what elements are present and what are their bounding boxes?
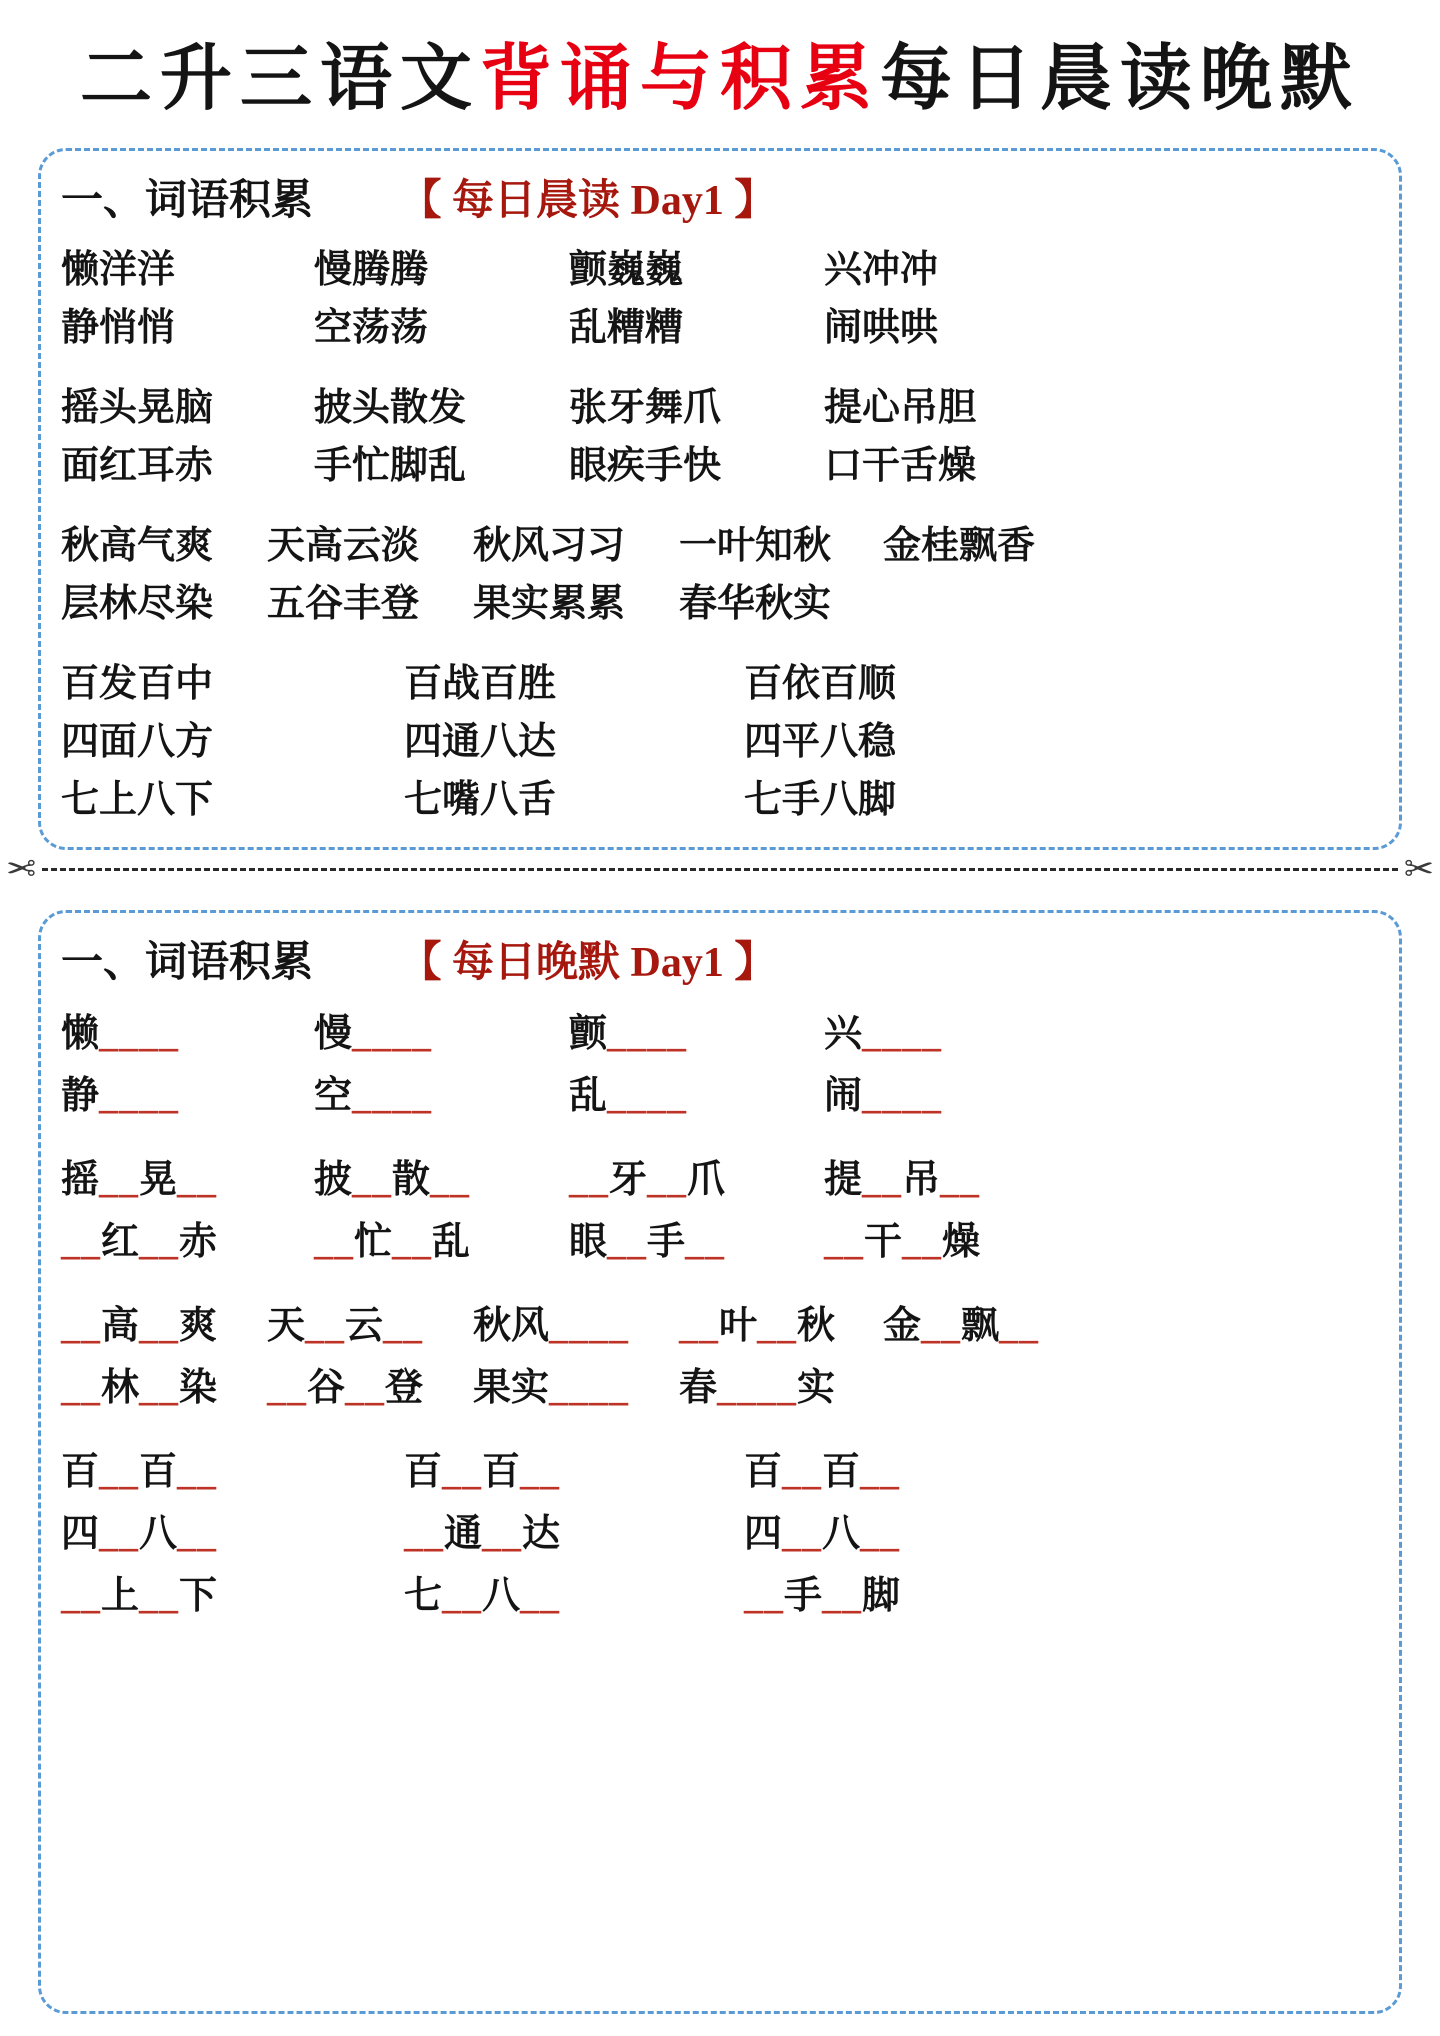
fill-blank-cell: __谷__登 bbox=[267, 1367, 424, 1409]
blank-underline: __ bbox=[921, 1305, 962, 1347]
word-row bbox=[61, 655, 1381, 713]
fill-blank-cell: __叶__秋 bbox=[679, 1305, 836, 1347]
word-cell: 百发百中 bbox=[61, 663, 214, 705]
blank-underline: __ bbox=[757, 1305, 798, 1347]
blank-underline: __ bbox=[61, 1575, 101, 1617]
word-row bbox=[61, 1211, 1381, 1273]
word-cell: 四平八稳 bbox=[744, 721, 897, 763]
word-cell: 口干舌燥 bbox=[824, 445, 977, 487]
word-cell: 摇头晃脑 bbox=[61, 387, 214, 429]
blank-underline: __ bbox=[139, 1367, 180, 1409]
word-cell: 颤巍巍 bbox=[569, 249, 684, 291]
scissors-icon: ✂ bbox=[1403, 849, 1434, 889]
word-cell: 秋高气爽 bbox=[61, 525, 214, 567]
word-row bbox=[61, 1065, 1381, 1127]
word-row bbox=[61, 771, 1381, 829]
fill-blank-cell: 百__百__ bbox=[61, 1451, 218, 1493]
section-heading: 一、词语积累 bbox=[61, 178, 314, 224]
blank-underline: __ bbox=[177, 1159, 218, 1201]
word-cell: 手忙脚乱 bbox=[314, 445, 467, 487]
blank-underline: ____ bbox=[717, 1367, 798, 1409]
word-cell: 七嘴八舌 bbox=[404, 779, 557, 821]
section-tag-evening: 【 每日晚默 Day1 】 bbox=[399, 940, 777, 986]
blank-underline: __ bbox=[61, 1367, 101, 1409]
blank-underline: ____ bbox=[352, 1013, 433, 1055]
blank-underline: __ bbox=[862, 1159, 903, 1201]
word-cell: 一叶知秋 bbox=[679, 525, 832, 567]
fill-blank-cell: 四__八__ bbox=[744, 1513, 901, 1555]
blank-underline: ____ bbox=[607, 1013, 688, 1055]
blank-underline: __ bbox=[383, 1305, 424, 1347]
scissors-icon: ✂ bbox=[6, 849, 37, 889]
word-cell: 七手八脚 bbox=[744, 779, 897, 821]
blank-underline: __ bbox=[569, 1159, 609, 1201]
word-cell: 张牙舞爪 bbox=[569, 387, 722, 429]
cut-line bbox=[6, 849, 1434, 889]
word-row bbox=[61, 713, 1381, 771]
section-tag-morning: 【 每日晨读 Day1 】 bbox=[399, 178, 777, 224]
word-cell: 提心吊胆 bbox=[824, 387, 977, 429]
fill-blank-cell: 眼__手__ bbox=[569, 1221, 726, 1263]
dashed-cut-line bbox=[42, 868, 1398, 871]
blank-underline: __ bbox=[61, 1305, 101, 1347]
fill-blank-cell: __上__下 bbox=[61, 1575, 218, 1617]
blank-underline: ____ bbox=[99, 1075, 180, 1117]
blank-underline: __ bbox=[139, 1575, 180, 1617]
blank-underline: __ bbox=[99, 1513, 140, 1555]
morning-word-grid bbox=[61, 241, 1381, 829]
blank-underline: __ bbox=[744, 1575, 784, 1617]
blank-underline: __ bbox=[685, 1221, 726, 1263]
blank-underline: __ bbox=[520, 1451, 561, 1493]
word-row bbox=[61, 1149, 1381, 1211]
blank-underline: __ bbox=[679, 1305, 719, 1347]
blank-underline: ____ bbox=[549, 1367, 630, 1409]
blank-underline: __ bbox=[940, 1159, 981, 1201]
word-group bbox=[61, 655, 1381, 829]
fill-blank-cell: 慢____ bbox=[314, 1013, 433, 1055]
word-cell: 慢腾腾 bbox=[314, 249, 429, 291]
word-cell: 百战百胜 bbox=[404, 663, 557, 705]
fill-blank-cell: 静____ bbox=[61, 1075, 180, 1117]
word-cell: 披头散发 bbox=[314, 387, 467, 429]
title-segment-black-1: 二升三语文 bbox=[79, 39, 480, 119]
word-cell: 乱糟糟 bbox=[569, 307, 684, 349]
fill-blank-cell: __林__染 bbox=[61, 1367, 218, 1409]
blank-underline: ____ bbox=[99, 1013, 180, 1055]
blank-underline: ____ bbox=[862, 1013, 943, 1055]
blank-underline: ____ bbox=[352, 1075, 433, 1117]
fill-blank-cell: 乱____ bbox=[569, 1075, 688, 1117]
blank-underline: __ bbox=[404, 1513, 444, 1555]
evening-recite-box bbox=[38, 910, 1402, 2014]
blank-underline: __ bbox=[430, 1159, 471, 1201]
word-cell: 秋风习习 bbox=[473, 525, 626, 567]
word-row bbox=[61, 241, 1381, 299]
blank-underline: ____ bbox=[862, 1075, 943, 1117]
page-title bbox=[0, 0, 1440, 124]
blank-underline: __ bbox=[177, 1451, 218, 1493]
word-cell: 金桂飘香 bbox=[883, 525, 1036, 567]
blank-underline: __ bbox=[860, 1513, 901, 1555]
blank-underline: __ bbox=[139, 1221, 180, 1263]
blank-underline: __ bbox=[824, 1221, 864, 1263]
fill-blank-cell: __牙__爪 bbox=[569, 1159, 726, 1201]
blank-underline: __ bbox=[442, 1451, 483, 1493]
blank-underline: __ bbox=[999, 1305, 1040, 1347]
word-cell: 四面八方 bbox=[61, 721, 214, 763]
fill-blank-cell: 春____实 bbox=[679, 1367, 836, 1409]
blank-underline: __ bbox=[607, 1221, 648, 1263]
word-row bbox=[61, 1003, 1381, 1065]
fill-blank-cell: 闹____ bbox=[824, 1075, 943, 1117]
word-row bbox=[61, 1441, 1381, 1503]
word-cell: 七上八下 bbox=[61, 779, 214, 821]
word-row bbox=[61, 1357, 1381, 1419]
title-segment-red: 背诵与积累 bbox=[479, 39, 880, 119]
word-cell: 空荡荡 bbox=[314, 307, 429, 349]
blank-underline: ____ bbox=[607, 1075, 688, 1117]
blank-underline: __ bbox=[482, 1513, 523, 1555]
fill-blank-cell: 提__吊__ bbox=[824, 1159, 981, 1201]
fill-blank-cell: 颤____ bbox=[569, 1013, 688, 1055]
word-row bbox=[61, 379, 1381, 437]
fill-blank-cell: 懒____ bbox=[61, 1013, 180, 1055]
blank-underline: __ bbox=[139, 1305, 180, 1347]
blank-underline: __ bbox=[177, 1513, 218, 1555]
word-cell: 静悄悄 bbox=[61, 307, 176, 349]
fill-blank-cell: 金__飘__ bbox=[883, 1305, 1040, 1347]
fill-blank-cell: 秋风____ bbox=[473, 1305, 630, 1347]
blank-underline: __ bbox=[782, 1513, 823, 1555]
word-cell: 懒洋洋 bbox=[61, 249, 176, 291]
word-cell: 五谷丰登 bbox=[267, 583, 420, 625]
word-row bbox=[61, 517, 1381, 575]
blank-underline: __ bbox=[392, 1221, 433, 1263]
title-segment-black-2: 每日晨读晚默 bbox=[880, 39, 1361, 119]
word-row bbox=[61, 1503, 1381, 1565]
blank-underline: __ bbox=[860, 1451, 901, 1493]
blank-underline: __ bbox=[902, 1221, 943, 1263]
word-cell: 百依百顺 bbox=[744, 663, 897, 705]
blank-underline: __ bbox=[352, 1159, 393, 1201]
word-group bbox=[61, 1441, 1381, 1627]
word-cell: 面红耳赤 bbox=[61, 445, 214, 487]
fill-blank-cell: 兴____ bbox=[824, 1013, 943, 1055]
fill-blank-cell: 七__八__ bbox=[404, 1575, 561, 1617]
fill-blank-cell: __忙__乱 bbox=[314, 1221, 471, 1263]
word-cell: 眼疾手快 bbox=[569, 445, 722, 487]
blank-underline: ____ bbox=[549, 1305, 630, 1347]
word-cell: 兴冲冲 bbox=[824, 249, 939, 291]
evening-word-grid bbox=[61, 1003, 1381, 1627]
word-cell: 四通八达 bbox=[404, 721, 557, 763]
word-cell: 闹哄哄 bbox=[824, 307, 939, 349]
blank-underline: __ bbox=[305, 1305, 346, 1347]
fill-blank-cell: 百__百__ bbox=[404, 1451, 561, 1493]
word-row bbox=[61, 1565, 1381, 1627]
fill-blank-cell: __手__脚 bbox=[744, 1575, 901, 1617]
blank-underline: __ bbox=[314, 1221, 354, 1263]
word-row bbox=[61, 299, 1381, 357]
blank-underline: __ bbox=[99, 1451, 140, 1493]
word-cell: 层林尽染 bbox=[61, 583, 214, 625]
morning-reading-box bbox=[38, 148, 1402, 850]
fill-blank-cell: 天__云__ bbox=[267, 1305, 424, 1347]
fill-blank-cell: 空____ bbox=[314, 1075, 433, 1117]
evening-section-header bbox=[61, 937, 1381, 989]
word-cell: 春华秋实 bbox=[679, 583, 832, 625]
word-cell: 果实累累 bbox=[473, 583, 626, 625]
word-group bbox=[61, 241, 1381, 357]
section-heading: 一、词语积累 bbox=[61, 940, 314, 986]
blank-underline: __ bbox=[267, 1367, 307, 1409]
fill-blank-cell: __红__赤 bbox=[61, 1221, 218, 1263]
blank-underline: __ bbox=[520, 1575, 561, 1617]
word-group bbox=[61, 1149, 1381, 1273]
blank-underline: __ bbox=[345, 1367, 386, 1409]
fill-blank-cell: 百__百__ bbox=[744, 1451, 901, 1493]
word-group bbox=[61, 1003, 1381, 1127]
word-row bbox=[61, 1295, 1381, 1357]
word-cell: 天高云淡 bbox=[267, 525, 420, 567]
blank-underline: __ bbox=[782, 1451, 823, 1493]
fill-blank-cell: 四__八__ bbox=[61, 1513, 218, 1555]
word-group bbox=[61, 517, 1381, 633]
fill-blank-cell: 果实____ bbox=[473, 1367, 630, 1409]
word-row bbox=[61, 437, 1381, 495]
blank-underline: __ bbox=[61, 1221, 101, 1263]
fill-blank-cell: __干__燥 bbox=[824, 1221, 981, 1263]
blank-underline: __ bbox=[99, 1159, 140, 1201]
blank-underline: __ bbox=[442, 1575, 483, 1617]
word-row bbox=[61, 575, 1381, 633]
fill-blank-cell: __高__爽 bbox=[61, 1305, 218, 1347]
fill-blank-cell: 摇__晃__ bbox=[61, 1159, 218, 1201]
word-group bbox=[61, 379, 1381, 495]
word-group bbox=[61, 1295, 1381, 1419]
morning-section-header bbox=[61, 175, 1381, 227]
fill-blank-cell: __通__达 bbox=[404, 1513, 561, 1555]
fill-blank-cell: 披__散__ bbox=[314, 1159, 471, 1201]
blank-underline: __ bbox=[822, 1575, 863, 1617]
blank-underline: __ bbox=[647, 1159, 688, 1201]
